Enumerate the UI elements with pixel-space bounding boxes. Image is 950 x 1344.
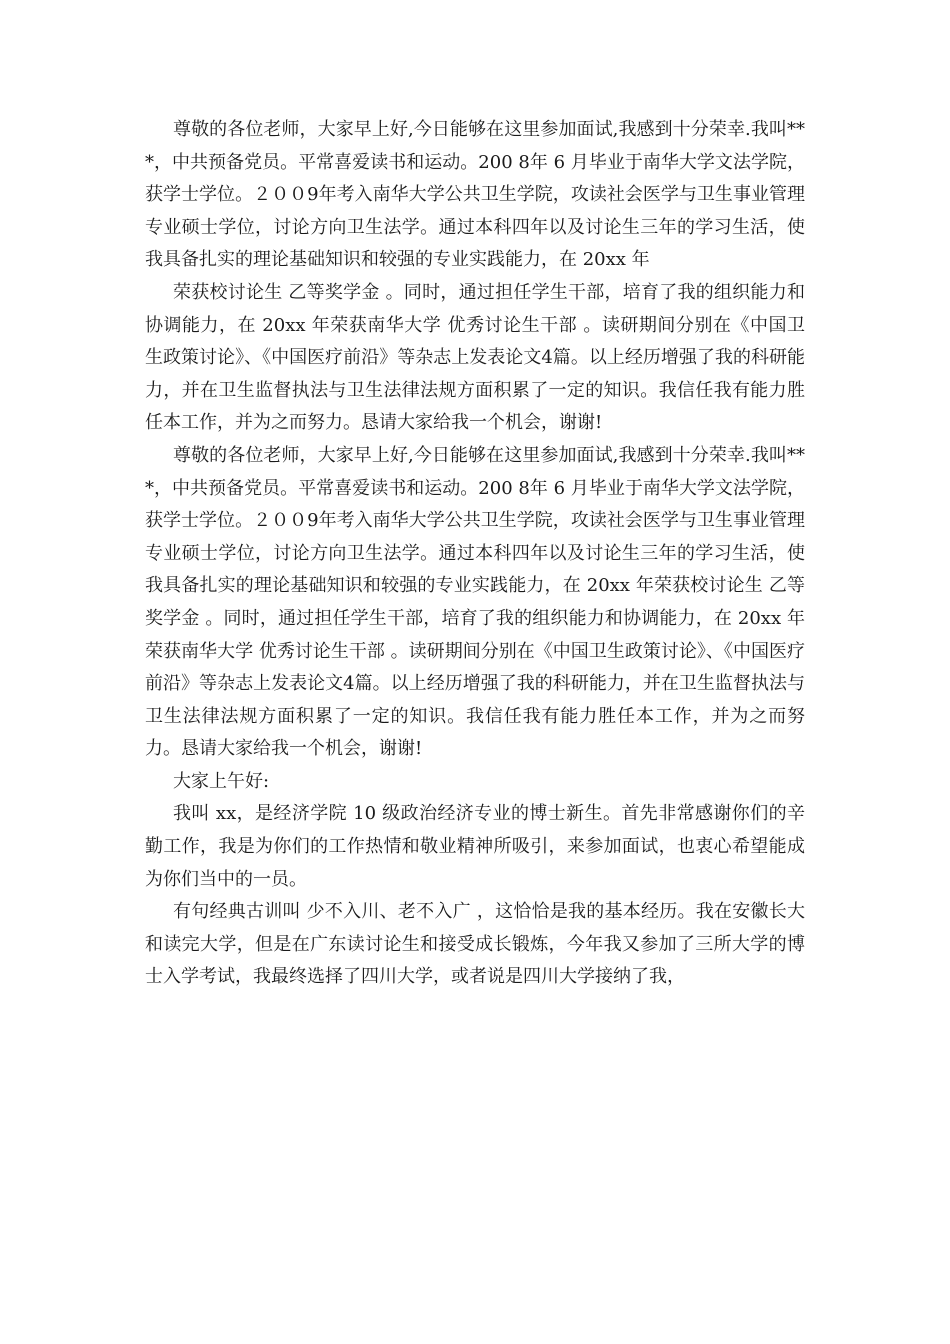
- paragraph-2: 荣获校讨论生 乙等奖学金 。同时，通过担任学生干部，培育了我的组织能力和协调能力，在 20xx 年荣获南华大学 优秀讨论生干部 。读研期间分别在《中国卫生政策讨论》、《中国医疗前沿》等杂志上发表论文4篇。以上经历增强了我的科研能力，并在卫生监督执法与卫生法律法规方面积累了一定的知识。我信任我有能力胜任本工作，并为之而努力。恳请大家给我一个机会，谢谢!: [145, 281, 805, 434]
- paragraph-6: 有句经典古训叫 少不入川、老不入广 ，这恰恰是我的基本经历。我在安徽长大和读完大学，但是在广东读讨论生和接受成长锻炼，今年我又参加了三所大学的博士入学考试，我最终选择了四川大学，或者说是四川大学接纳了我，: [145, 901, 805, 988]
- paragraph-5: 我叫 xx，是经济学院 10 级政治经济专业的博士新生。首先非常感谢你们的辛勤工作，我是为你们的工作热情和敬业精神所吸引，来参加面试，也衷心希望能成为你们当中的一员。: [145, 803, 805, 890]
- paragraph-4: 大家上午好:: [173, 770, 270, 792]
- document-body: [145, 114, 805, 994]
- paragraph-3: 尊敬的各位老师，大家早上好,今日能够在这里参加面试,我感到十分荣幸.我叫***，中共预备党员。平常喜爱读书和运动。200 8年 6 月毕业于南华大学文法学院，获学士学位。２００9年考入南华大学公共卫生学院，攻读社会医学与卫生事业管理专业硕士学位，讨论方向卫生法学。通过本科四年以及讨论生三年的学习生活，使我具备扎实的理论基础知识和较强的专业实践能力，在 20xx 年荣获校讨论生 乙等奖学金 。同时，通过担任学生干部，培育了我的组织能力和协调能力，在 20xx 年荣获南华大学 优秀讨论生干部 。读研期间分别在《中国卫生政策讨论》、《中国医疗前沿》等杂志上发表论文4篇。以上经历增强了我的科研能力，并在卫生监督执法与卫生法律法规方面积累了一定的知识。我信任我有能力胜任本工作，并为之而努力。恳请大家给我一个机会，谢谢!: [145, 444, 805, 760]
- paragraph-1: 尊敬的各位老师，大家早上好,今日能够在这里参加面试,我感到十分荣幸.我叫***，中共预备党员。平常喜爱读书和运动。200 8年 6 月毕业于南华大学文法学院，获学士学位。２００9年考入南华大学公共卫生学院，攻读社会医学与卫生事业管理专业硕士学位，讨论方向卫生法学。通过本科四年以及讨论生三年的学习生活，使我具备扎实的理论基础知识和较强的专业实践能力，在 20xx 年: [145, 119, 805, 271]
